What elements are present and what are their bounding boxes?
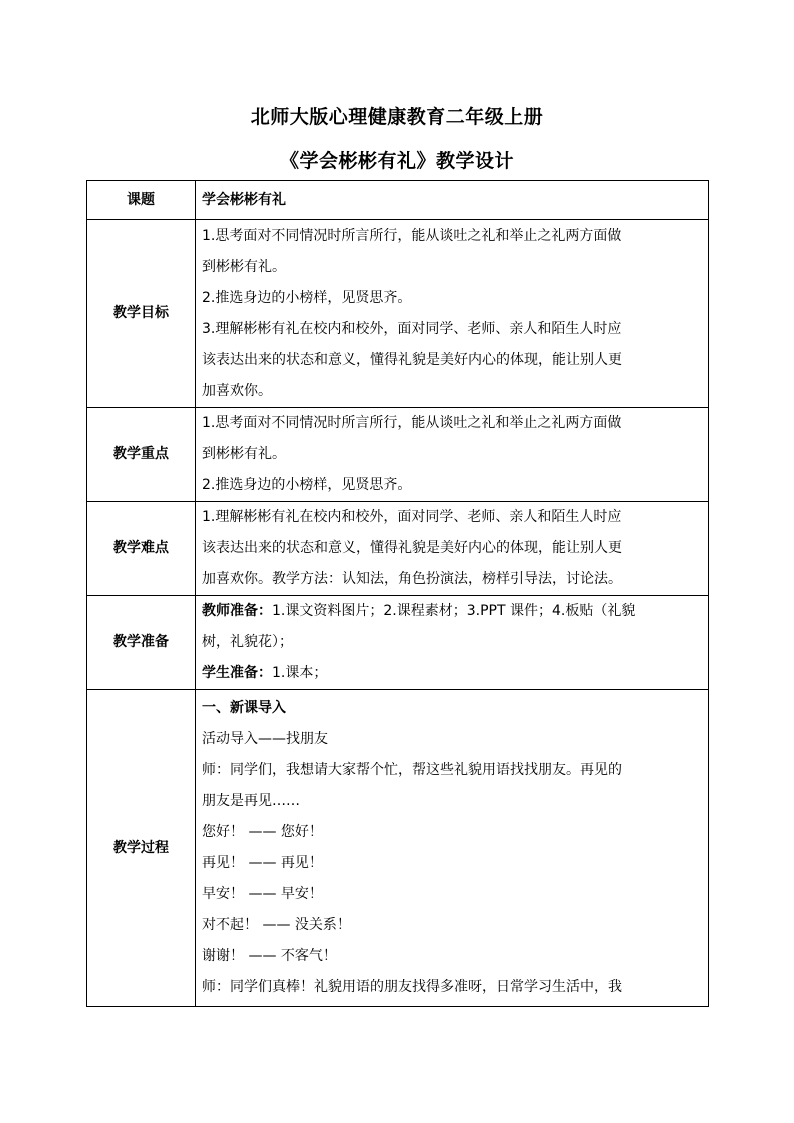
process-line: 活动导入——找朋友 — [202, 731, 328, 747]
process-line: 再见！ —— 再见！ — [202, 855, 323, 871]
preparation-row — [87, 596, 709, 690]
difficulty-line: 1.理解彬彬有礼在校内和校外，面对同学、老师、亲人和陌生人时应 — [202, 509, 622, 525]
focus-label: 教学重点 — [87, 408, 196, 502]
goals-line: 1.思考面对不同情况时所言所行，能从谈吐之礼和举止之礼两方面做 — [202, 227, 622, 244]
lesson-plan-table — [86, 180, 709, 1007]
process-content — [196, 690, 709, 1007]
process-label: 教学过程 — [87, 690, 196, 1007]
goals-label: 教学目标 — [87, 220, 196, 408]
teacher-prep-line: 树，礼貌花）； — [202, 634, 293, 650]
process-section-heading: 一、新课导入 — [202, 700, 286, 716]
goals-row — [87, 220, 709, 408]
teacher-prep-label: 教师准备： — [202, 603, 272, 619]
difficulty-row — [87, 502, 709, 596]
lesson-title: 《学会彬彬有礼》教学设计 — [279, 150, 514, 172]
difficulty-line: 该表达出来的状态和意义，懂得礼貌是美好内心的体现，能让别人更 — [202, 540, 622, 556]
document-title: 北师大版心理健康教育二年级上册 — [250, 106, 544, 128]
process-line: 谢谢！ —— 不客气！ — [202, 948, 337, 964]
focus-row — [87, 408, 709, 502]
process-line: 早安！ —— 早安！ — [202, 886, 323, 902]
goals-line: 加喜欢你。 — [202, 382, 272, 399]
difficulty-line: 加喜欢你。教学方法：认知法，角色扮演法，榜样引导法，讨论法。 — [202, 571, 622, 587]
preparation-content — [196, 596, 709, 690]
preparation-label: 教学准备 — [87, 596, 196, 690]
focus-line: 2.推选身边的小榜样，见贤思齐。 — [202, 477, 412, 493]
process-line: 师：同学们，我想请大家帮个忙，帮这些礼貌用语找找朋友。再见的 — [202, 762, 622, 778]
goals-line: 2.推选身边的小榜样，见贤思齐。 — [202, 289, 412, 306]
teacher-prep-line — [202, 596, 702, 627]
goals-line: 该表达出来的状态和意义，懂得礼貌是美好内心的体现，能让别人更 — [202, 351, 622, 368]
process-line: 您好！ —— 您好！ — [202, 824, 323, 840]
topic-value: 学会彬彬有礼 — [196, 181, 709, 220]
process-row — [87, 690, 709, 1007]
focus-line: 到彬彬有礼。 — [202, 446, 286, 462]
teacher-prep-value: 1.课文资料图片；2.课程素材；3.PPT 课件；4.板贴（礼貌 — [272, 603, 636, 619]
process-line: 对不起！ —— 没关系！ — [202, 917, 351, 933]
focus-content — [196, 408, 709, 502]
student-prep-label: 学生准备： — [202, 665, 272, 681]
topic-row — [87, 181, 709, 220]
topic-label: 课题 — [87, 181, 196, 220]
goals-line: 3.理解彬彬有礼在校内和校外，面对同学、老师、亲人和陌生人时应 — [202, 320, 622, 337]
student-prep-line — [202, 658, 702, 689]
difficulty-content — [196, 502, 709, 596]
difficulty-label: 教学难点 — [87, 502, 196, 596]
focus-line: 1.思考面对不同情况时所言所行，能从谈吐之礼和举止之礼两方面做 — [202, 415, 622, 431]
process-line: 朋友是再见…… — [202, 793, 300, 809]
goals-content — [196, 220, 709, 408]
student-prep-value: 1.课本； — [272, 665, 328, 681]
process-line: 师：同学们真棒！礼貌用语的朋友找得多准呀，日常学习生活中，我 — [202, 979, 622, 995]
goals-line: 到彬彬有礼。 — [202, 258, 286, 275]
